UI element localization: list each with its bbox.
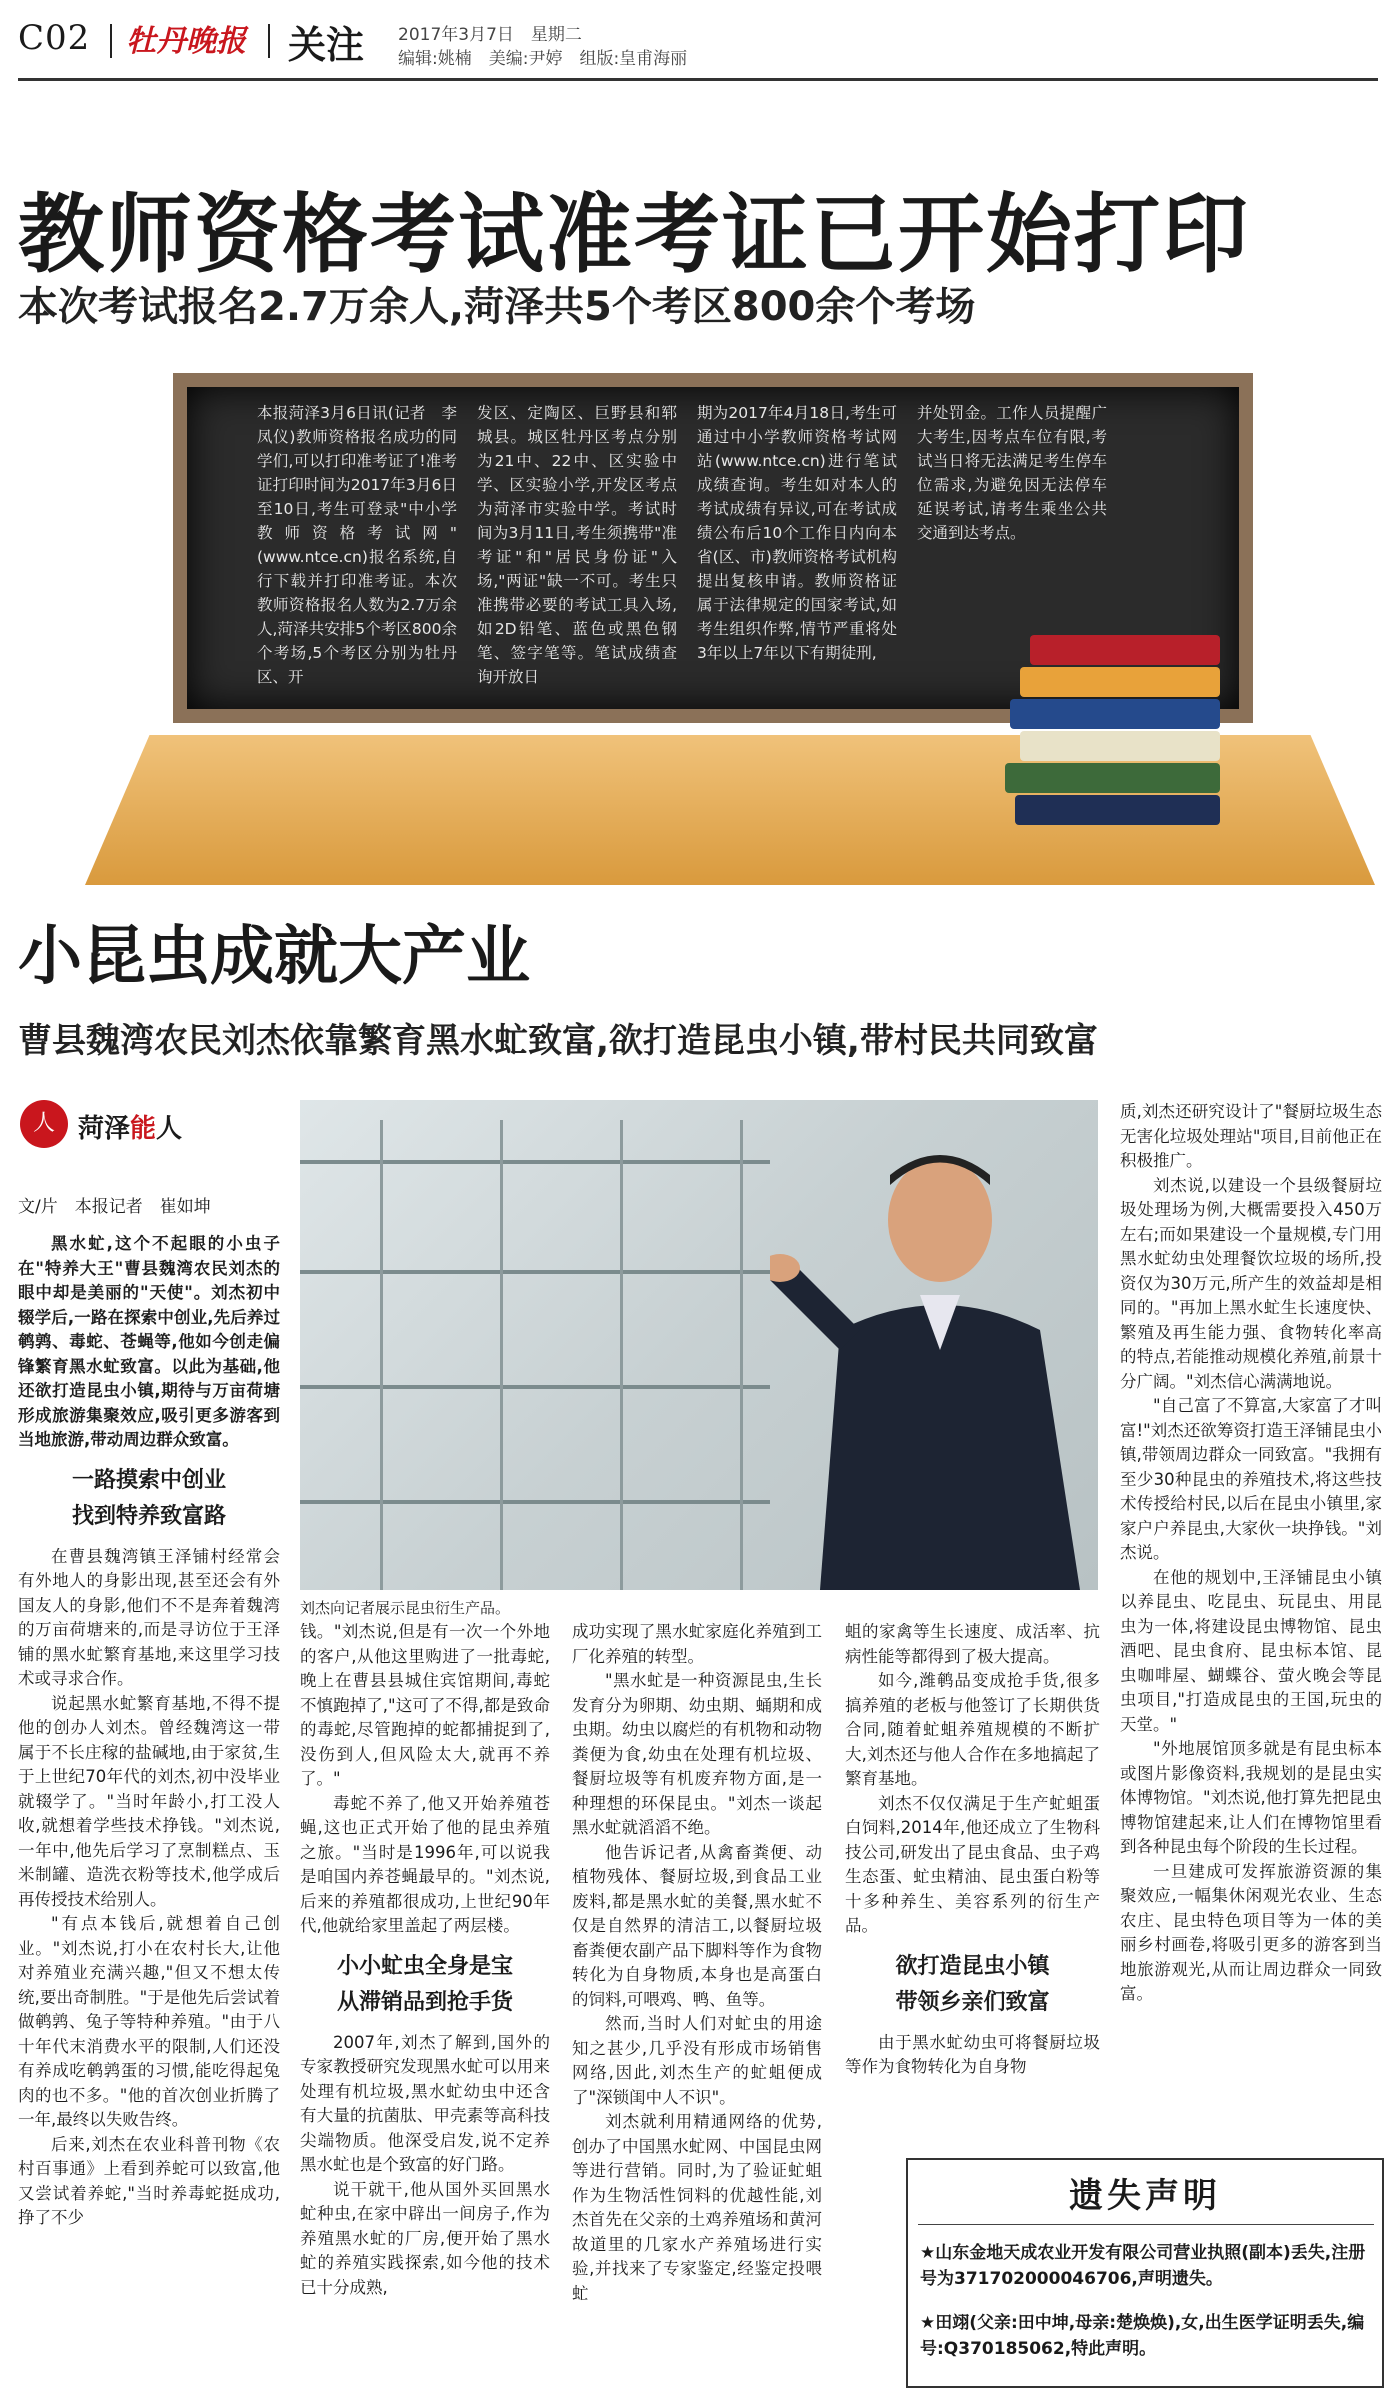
paper-name-logo: 牡丹晚报 xyxy=(126,24,246,59)
column-badge xyxy=(20,1100,250,1150)
paragraph: 钱。"刘杰说,但是有一次一个外地的客户,从他这里购进了一批毒蛇,晚上在曹县县城住宾馆期间,毒蛇不慎跑掉了,"这可了不得,都是致命的毒蛇,尽管跑掉的蛇都捕捉到了,没伤到人,但风险太大,就再不养了。" xyxy=(300,1622,550,1788)
cage-shelf xyxy=(300,1270,770,1274)
lost-notice-box xyxy=(906,2158,1384,2388)
paragraph: "自己富了不算富,大家富了才叫富!"刘杰还欲筹资打造王泽铺昆虫小镇,带领周边群众一同致富。"我拥有至少30种昆虫的养殖技术,将这些技术传授给村民,以后在昆虫小镇里,家家户户养昆虫,大家伙一块挣钱。"刘杰说。 xyxy=(1120,1396,1382,1562)
paragraph: 后来,刘杰在农业科普刊物《农村百事通》上看到养蛇可以致富,他又尝试着养蛇,"当时养毒蛇挺成功,挣了不少 xyxy=(18,2134,280,2227)
paragraph: "有点本钱后,就想着自己创业。"刘杰说,打小在农村长大,让他对养殖业充满兴趣,"但又不想太传统,要出奇制胜。"于是他先后尝试着做鹌鹑、兔子等特种养殖。"由于八十年代末消费水平的限制,人们还没有养成吃鹌鹑蛋的习惯,能吃得起兔肉的也不多。"他的首次创业折腾了一年,最终以失败告终。 xyxy=(18,1914,280,2129)
farmer-figure xyxy=(770,1130,1090,1590)
paragraph: 如今,潍鹌品变成抢手货,很多搞养殖的老板与他签订了长期供货合同,随着虻蛆养殖规模的不断扩大,刘杰还与他人合作在多地搞起了繁育基地。 xyxy=(845,1671,1100,1788)
cage-shelf xyxy=(300,1160,770,1164)
paragraph: 刘杰就利用精通网络的优势,创办了中国黑水虻网、中国昆虫网等进行营销。同时,为了验证虻蛆作为生物活性饲料的优越性能,刘杰首先在父亲的土鸡养殖场和黄河故道里的几家水产养殖场进行实验,并找来了专家鉴定,经鉴定投喂虻 xyxy=(572,2112,822,2303)
paragraph: 一旦建成可发挥旅游资源的集聚效应,一幅集休闲观光农业、生态农庄、昆虫特色项目等为一体的美丽乡村画卷,将吸引更多的游客到当地旅游观光,从而让周边群众一同致富。 xyxy=(1120,1861,1382,2003)
paragraph: 毒蛇不养了,他又开始养殖苍蝇,这也正式开始了他的昆虫养殖之旅。"当时是1996年,可以说我是咱国内养苍蝇最早的。"刘杰说,后来的养殖都很成功,上世纪90年代,他就给家里盖起了两层楼。 xyxy=(300,1793,550,1935)
paragraph: 刘杰不仅仅满足于生产虻蛆蛋白饲料,2014年,他还成立了生物科技公司,研发出了昆虫食品、虫子鸡生态蛋、虻虫精油、昆虫蛋白粉等十多种养生、美容系列的衍生产品。 xyxy=(845,1793,1100,1935)
article-column xyxy=(300,1620,550,2300)
cage-bar xyxy=(500,1120,503,1590)
paragraph: 质,刘杰还研究设计了"餐厨垃圾生态无害化垃圾处理站"项目,目前他正在积极推广。 xyxy=(1120,1102,1382,1170)
paragraph: 刘杰说,以建设一个县级餐厨垃圾处理场为例,大概需要投入450万左右;而如果建设一个量规模,专门用黑水虻幼虫处理餐饮垃圾的场所,投资仅为30万元,所产生的效益却是相同的。"再加上黑水虻生长速度快、繁殖及再生能力强、食物转化率高的特点,若能推动规模化养殖,前景十分广阔。"刘杰信心满满地说。 xyxy=(1120,1175,1382,1391)
section-subhead: 小小虻虫全身是宝 从滞销品到抢手货 xyxy=(336,1953,513,2015)
cage-bar xyxy=(620,1120,623,1590)
paragraph: 他告诉记者,从禽畜粪便、动植物残体、餐厨垃圾,到食品工业废料,都是黑水虻的美餐,黑水虻不仅是自然界的清洁工,以餐厨垃圾畜粪便农副产品下脚料等作为食物转化为自身物质,本身也是高蛋白的饲料,可喂鸡、鸭、鱼等。 xyxy=(572,1842,822,2009)
book xyxy=(1010,699,1220,729)
headline: 小昆虫成就大产业 xyxy=(18,920,530,994)
section-name: 关注 xyxy=(288,23,365,67)
book xyxy=(1005,763,1220,793)
paragraph: 成功实现了黑水虻家庭化养殖到工厂化养殖的转型。 xyxy=(572,1622,822,1666)
book xyxy=(1020,667,1220,697)
article-column xyxy=(18,1232,280,2231)
subheadline: 曹县魏湾农民刘杰依靠繁育黑水虻致富,欲打造昆虫小镇,带村民共同致富 xyxy=(18,1021,1098,1061)
column-title: 菏泽能人 xyxy=(78,1114,183,1144)
masthead-rule xyxy=(18,78,1378,81)
cage-bar xyxy=(380,1120,383,1590)
paragraph: 蛆的家禽等生长速度、成活率、抗病性能等都得到了极大提高。 xyxy=(845,1622,1100,1666)
board-text-column: 期为2017年4月18日,考生可通过中小学教师资格考试网站(www.ntce.cn)进行笔试成绩查询。考生如对本人的考试成绩有异议,可在考试成绩公布后10个工作日内向本省(区、市)教师资格考试机构提出复核申请。教师资格证属于法律规定的国家考试,如考生组织作弊,情节严重将处3年以上7年以下有期徒刑, xyxy=(697,404,897,662)
paragraph: 说起黑水虻繁育基地,不得不提他的创办人刘杰。曾经魏湾这一带属于不长庄稼的盐碱地,由于家贫,生于上世纪70年代的刘杰,初中没毕业就辍学了。"当时年龄小,打工没人收,就想着学些技术挣钱。"刘杰说,一年中,他先后学习了烹制糕点、玉米制罐、造洗衣粉等技术,他学成后再传授技术给别人。 xyxy=(18,1693,280,1909)
section-subhead: 一路摸索中创业 找到特养致富路 xyxy=(71,1467,226,1529)
book xyxy=(1030,635,1220,665)
paragraph: "外地展馆顶多就是有昆虫标本或图片影像资料,我规划的是昆虫实体博物馆。"刘杰说,他打算先把昆虫博物馆建起来,让人们在博物馆里看到各种昆虫每个阶段的生长过程。 xyxy=(1120,1739,1382,1856)
headline: 教师资格考试准考证已开始打印 xyxy=(18,185,1250,285)
board-text-column: 发区、定陶区、巨野县和郓城县。城区牡丹区考点分别为21中、22中、区实验中学、区实验小学,开发区考点为菏泽市实验中学。考试时间为3月11日,考生须携带"准考证"和"居民身份证"入场,"两证"缺一不可。考生只准携带必要的考试工具入场,如2D铅笔、蓝色或黑色钢笔、签字笔等。笔试成绩查询开放日 xyxy=(477,404,677,686)
staff-credits: 编辑:姚楠 美编:尹婷 组版:皇甫海丽 xyxy=(398,49,688,69)
issue-date: 2017年3月7日 星期二 xyxy=(398,25,582,45)
paragraph: "黑水虻是一种资源昆虫,生长发育分为卵期、幼虫期、蛹期和成虫期。幼虫以腐烂的有机物和动物粪便为食,幼虫在处理有机垃圾、餐厨垃圾等有机废弃物方面,是一种理想的环保昆虫。"刘杰一谈起黑水虻就滔滔不绝。 xyxy=(572,1671,822,1837)
paragraph: 在曹县魏湾镇王泽铺村经常会有外地人的身影出现,甚至还会有外国友人的身影,他们不不是奔着魏湾的万亩荷塘来的,而是寻访位于王泽铺的黑水虻繁育基地,来这里学习技术或寻求合作。 xyxy=(18,1546,280,1688)
paragraph: 由于黑水虻幼虫可将餐厨垃圾等作为食物转化为自身物 xyxy=(845,2032,1100,2076)
book xyxy=(1020,731,1220,761)
person-logo-icon: 人 xyxy=(20,1100,68,1148)
cage-bar xyxy=(740,1120,743,1590)
photo-caption: 刘杰向记者展示昆虫衍生产品。 xyxy=(300,1599,511,1617)
cage-shelf xyxy=(300,1385,770,1389)
divider xyxy=(918,2224,1374,2225)
paragraph: 2007年,刘杰了解到,国外的专家教授研究发现黑水虻可以用来处理有机垃圾,黑水虻幼虫中还含有大量的抗菌肽、甲壳素等高科技尖端物质。他深受启发,说不定养黑水虻也是个致富的好门路。 xyxy=(300,2032,550,2174)
page-number: C02 xyxy=(18,18,91,58)
paragraph: 然而,当时人们对虻虫的用途知之甚少,几乎没有形成市场销售网络,因此,刘杰生产的虻蛆便成了"深锁闺中人不识"。 xyxy=(572,2014,822,2107)
section-subhead: 欲打造昆虫小镇 带领乡亲们致富 xyxy=(895,1953,1050,2015)
lead-paragraph: 黑水虻,这个不起眼的小虫子在"特养大王"曹县魏湾农民刘杰的眼中却是美丽的"天使"。刘杰初中辍学后,一路在探索中创业,先后养过鹌鹑、毒蛇、苍蝇等,他如今创走偏锋繁育黑水虻致富。以此为基础,他还欲打造昆虫小镇,期待与万亩荷塘形成旅游集聚效应,吸引更多游客到当地旅游,带动周边群众致富。 xyxy=(18,1234,280,1449)
byline: 文/片 本报记者 崔如坤 xyxy=(18,1197,211,1217)
notice-item: ★田翊(父亲:田中坤,母亲:楚焕焕),女,出生医学证明丢失,编号:Q370185062,特此声明。 xyxy=(920,2313,1365,2359)
news-photo xyxy=(300,1100,1098,1590)
board-text-column: 本报菏泽3月6日讯(记者 李凤仪)教师资格报名成功的同学们,可以打印准考证了!准考证打印时间为2017年3月6日至10日,考生可登录"中小学教师资格考试网"(www.ntce.cn)报名系统,自行下载并打印准考证。本次教师资格报名人数为2.7万余人,菏泽共安排5个考区800余个考场,5个考区分别为牡丹区、开 xyxy=(257,404,457,686)
notice-item: ★山东金地天成农业开发有限公司营业执照(副本)丢失,注册号为371702000046706,声明遗失。 xyxy=(920,2243,1366,2289)
article-column xyxy=(572,1620,822,2306)
divider xyxy=(268,24,270,58)
article-column xyxy=(1120,1100,1382,2007)
paragraph: 在他的规划中,王泽铺昆虫小镇以养昆虫、吃昆虫、玩昆虫、用昆虫为一体,将建设昆虫博物馆、昆虫酒吧、昆虫食府、昆虫标本馆、昆虫咖啡屋、蝴蝶谷、萤火晚会等昆虫项目,"打造成昆虫的王国,玩虫的天堂。" xyxy=(1120,1567,1382,1734)
cage-shelf xyxy=(300,1500,770,1504)
masthead xyxy=(18,10,1378,70)
subheadline: 本次考试报名2.7万余人,菏泽共5个考区800余个考场 xyxy=(18,284,976,330)
book xyxy=(1015,795,1220,825)
paragraph: 说干就干,他从国外买回黑水虻种虫,在家中辟出一间房子,作为养殖黑水虻的厂房,便开始了黑水虻的养殖实践探索,如今他的技术已十分成熟, xyxy=(300,2179,550,2297)
board-text-column: 并处罚金。工作人员提醒广大考生,因考点车位有限,考试当日将无法满足考生停车位需求,为避免因无法停车延误考试,请考生乘坐公共交通到达考点。 xyxy=(917,404,1107,542)
book-stack-illustration xyxy=(1000,635,1230,835)
notice-title: 遗失声明 xyxy=(1069,2176,1221,2216)
article-column xyxy=(845,1620,1100,2080)
divider xyxy=(110,24,112,58)
